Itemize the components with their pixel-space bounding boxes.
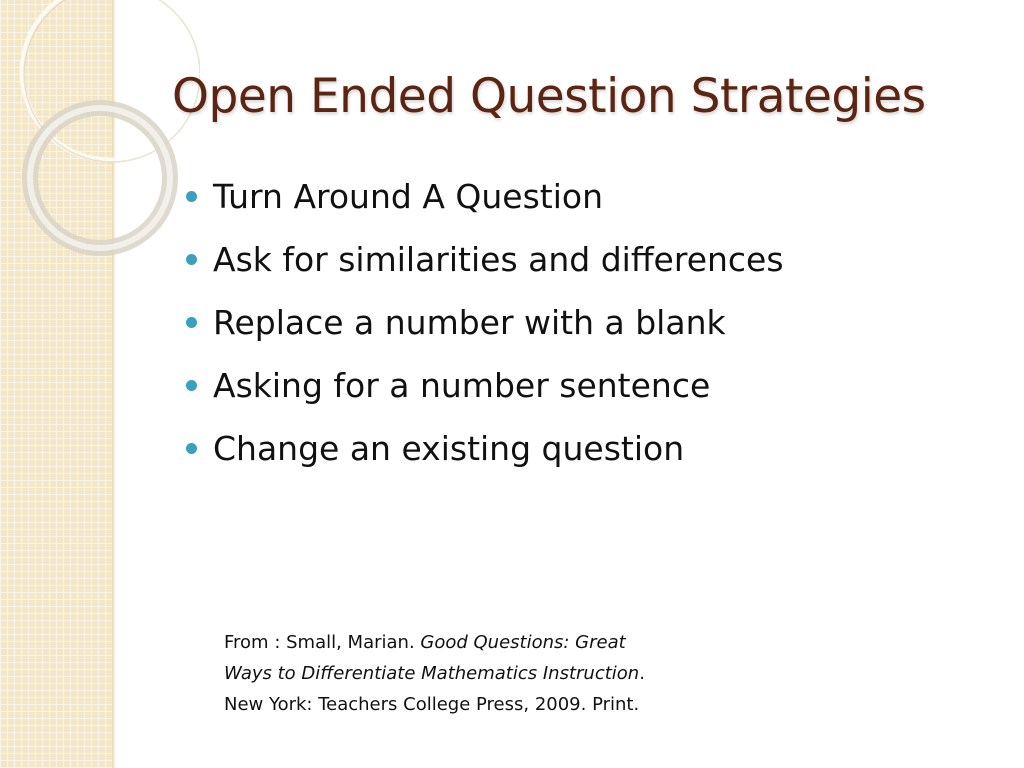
citation-period: .: [639, 663, 645, 684]
bullet-item: [186, 228, 784, 291]
bullet-dot-icon: [186, 317, 197, 328]
bullet-item: [186, 354, 784, 417]
bullet-item: [186, 165, 784, 228]
bullet-text: Ask for similarities and differences: [213, 240, 784, 279]
bullet-dot-icon: [186, 443, 197, 454]
citation-line-1: [224, 627, 744, 658]
bullet-text: Replace a number with a blank: [213, 303, 726, 342]
citation-book-title-part-1: Good Questions: Great: [420, 632, 626, 653]
citation-prefix: From : Small, Marian.: [224, 632, 421, 653]
citation-line-2: [224, 658, 744, 689]
bullet-item: [186, 291, 784, 354]
citation-book-title-part-2: Ways to Differentiate Mathematics Instruction: [224, 663, 640, 684]
bullet-text: Asking for a number sentence: [213, 366, 711, 405]
citation: [224, 627, 744, 720]
decorative-rings: [0, 0, 200, 280]
bullet-item: [186, 417, 784, 480]
bullet-dot-icon: [186, 380, 197, 391]
bullet-dot-icon: [186, 254, 197, 265]
ring-small-highlight: [30, 108, 170, 248]
slide-title: Open Ended Question Strategies: [172, 69, 926, 124]
bullet-text: Turn Around A Question: [213, 177, 603, 216]
citation-line-3: New York: Teachers College Press, 2009. Print.: [224, 694, 640, 715]
bullet-text: Change an existing question: [213, 429, 685, 468]
bullet-list: [186, 165, 784, 480]
bullet-dot-icon: [186, 191, 197, 202]
